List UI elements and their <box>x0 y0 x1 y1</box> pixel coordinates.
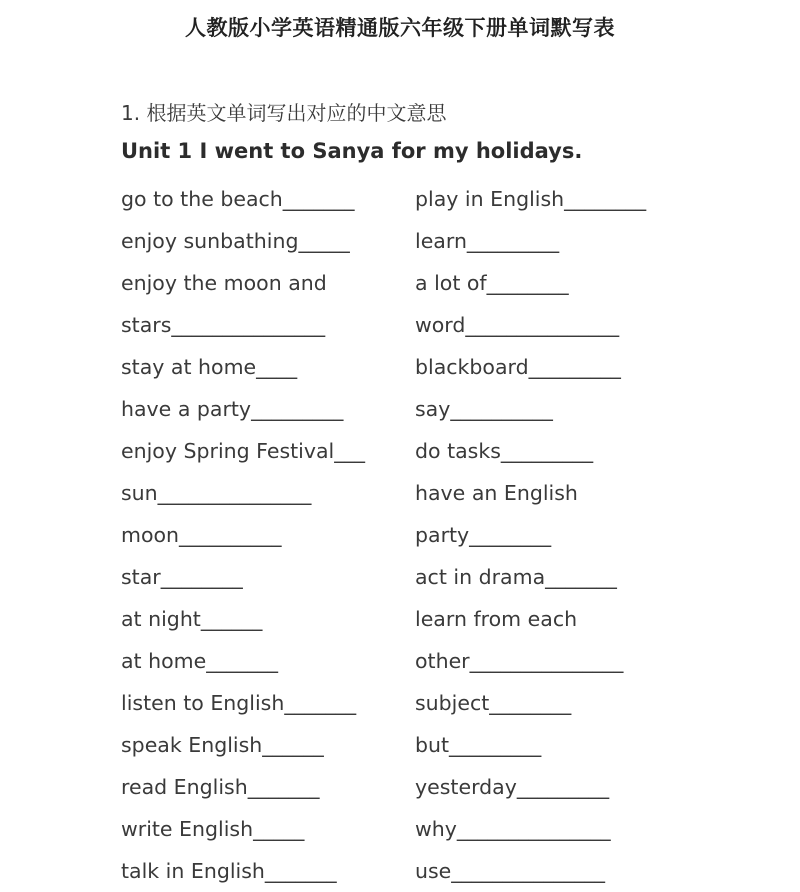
vocab-row <box>121 808 721 850</box>
vocab-item-right: do tasks_________ <box>415 439 594 463</box>
unit-heading: Unit 1 I went to Sanya for my holidays. <box>121 139 583 163</box>
vocab-item-left: star________ <box>121 565 243 589</box>
vocab-row <box>121 178 721 220</box>
vocab-item-left: listen to English_______ <box>121 691 357 715</box>
vocab-item-left: moon__________ <box>121 523 282 547</box>
vocab-item-right: yesterday_________ <box>415 775 610 799</box>
vocab-row <box>121 766 721 808</box>
vocab-item-right: learn from each <box>415 607 578 631</box>
vocab-item-left: enjoy Spring Festival___ <box>121 439 365 463</box>
vocab-row <box>121 388 721 430</box>
vocab-item-right: blackboard_________ <box>415 355 621 379</box>
vocab-row <box>121 220 721 262</box>
vocab-row <box>121 304 721 346</box>
vocab-row <box>121 850 721 892</box>
vocab-row <box>121 472 721 514</box>
vocab-item-right: but_________ <box>415 733 542 757</box>
vocab-row <box>121 682 721 724</box>
vocab-item-right: have an English <box>415 481 578 505</box>
vocab-row <box>121 346 721 388</box>
vocab-item-left: sun_______________ <box>121 481 312 505</box>
vocab-item-left: stay at home____ <box>121 355 298 379</box>
vocab-item-right: use_______________ <box>415 859 606 883</box>
vocab-row <box>121 430 721 472</box>
vocab-item-right: play in English________ <box>415 187 647 211</box>
vocab-item-right: word_______________ <box>415 313 620 337</box>
vocab-item-right: party________ <box>415 523 552 547</box>
vocab-item-left: speak English______ <box>121 733 324 757</box>
vocab-item-right: other_______________ <box>415 649 624 673</box>
vocab-row <box>121 556 721 598</box>
word-grid <box>121 178 721 892</box>
vocab-item-left: have a party_________ <box>121 397 344 421</box>
vocab-item-right: learn_________ <box>415 229 560 253</box>
vocab-item-left: at home_______ <box>121 649 278 673</box>
vocab-row <box>121 262 721 304</box>
vocab-item-left: read English_______ <box>121 775 320 799</box>
instruction-text: 1. 根据英文单词写出对应的中文意思 <box>121 101 447 125</box>
vocab-item-left: write English_____ <box>121 817 305 841</box>
vocab-item-right: subject________ <box>415 691 572 715</box>
vocab-item-left: at night______ <box>121 607 263 631</box>
vocab-item-left: talk in English_______ <box>121 859 337 883</box>
vocab-item-right: say__________ <box>415 397 553 421</box>
vocab-row <box>121 514 721 556</box>
vocab-item-right: act in drama_______ <box>415 565 617 589</box>
vocab-item-right: why_______________ <box>415 817 611 841</box>
vocab-item-left: enjoy the moon and <box>121 271 327 295</box>
vocab-row <box>121 724 721 766</box>
vocab-item-left: go to the beach_______ <box>121 187 355 211</box>
vocab-item-left: enjoy sunbathing_____ <box>121 229 350 253</box>
vocab-item-right: a lot of________ <box>415 271 569 295</box>
page-title: 人教版小学英语精通版六年级下册单词默写表 <box>185 16 615 40</box>
vocab-row <box>121 640 721 682</box>
vocab-row <box>121 598 721 640</box>
vocab-item-left: stars_______________ <box>121 313 326 337</box>
